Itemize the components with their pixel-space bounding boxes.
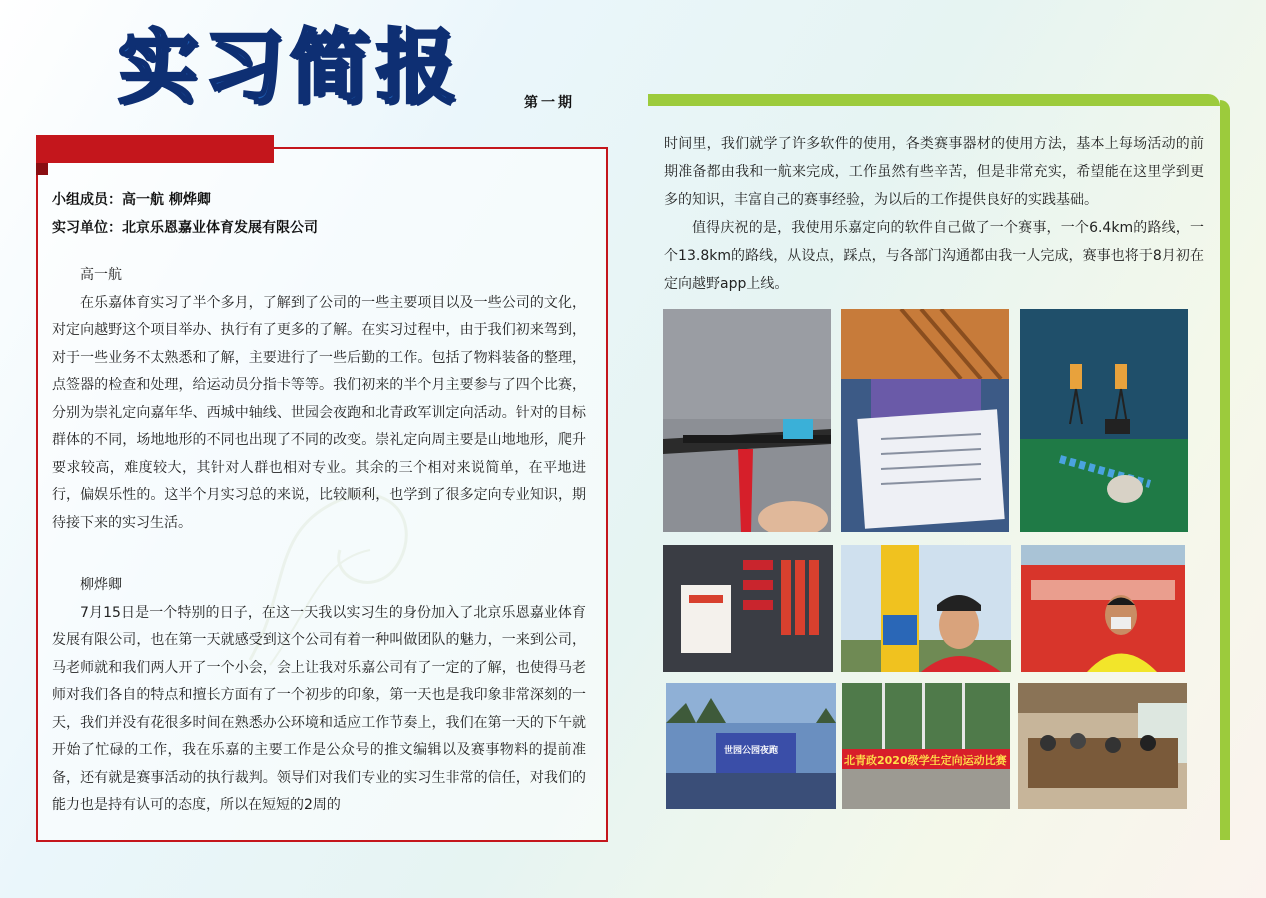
section-gao-yihang xyxy=(52,262,586,537)
section-author: 高一航 xyxy=(80,267,122,283)
photo-runner-mask xyxy=(1021,545,1185,672)
photo-runner-selfie xyxy=(841,545,1011,672)
green-frame-top xyxy=(648,94,1220,106)
photo-stage-gear xyxy=(1020,309,1188,532)
green-frame-right xyxy=(1220,100,1230,840)
members-label: 小组成员： xyxy=(52,192,122,208)
competition-banner-text: 北青政2020级学生定向运动比赛 xyxy=(844,754,1007,767)
photo-supplies xyxy=(663,545,833,672)
section-body: 在乐嘉体育实习了半个多月，了解到了公司的一些主要项目以及一些公司的文化，对定向越野这个项目举办、执行有了更多的了解。在实习过程中，由于我们初来驾到，对于一些业务不太熟悉和了解，主要进行了一些后勤的工作。包括了物料装备的整理，点签器的检查和处理，给运动员分指卡等等。我们初来的半个月主要参与了四个比赛，分别为崇礼定向嘉年华、西城中轴线、世园会夜跑和北青政军训定向活动。针对的目标群体的不同，场地地形的不同也出现了不同的改变。崇礼定向周主要是山地地形，爬升要求较高，难度较大，其针对人群也相对专业。其余的三个相对来说简单，在平地进行，偏娱乐性的。这半个月实习总的来说，比较顺利，也学到了很多定向专业知识，期待接下来的实习生活。 xyxy=(52,294,586,531)
photo-dining-hall xyxy=(1018,683,1187,809)
section-body: 7月15日是一个特别的日子，在这一天我以实习生的身份加入了北京乐恩嘉业体育发展有限公司，也在第一天就感受到这个公司有着一种叫做团队的魅力，一来到公司，马老师就和我们两人开了一个小会，会上让我对乐嘉公司有了一定的了解，也使得马老师对我们各自的特点和擅长方面有了一个初步的印象，第一天也是我印象非常深刻的一天，我们并没有花很多时间在熟悉办公环境和适应工作节奏上，我们在第一天的下午就开始了忙碌的工作，我在乐嘉的主要工作是公众号的推文编辑以及赛事物料的提前准备，还有就是赛事活动的执行裁判。领导们对我们专业的实习生非常的信任，对我们的能力也是持有认可的态度，所以在短短的2周的 xyxy=(52,604,586,813)
red-banner-fold xyxy=(36,163,48,175)
issue-number: 第一期 xyxy=(524,95,575,111)
stage-banner-text: 世园公园夜跑 xyxy=(724,746,779,756)
photo-event-table xyxy=(841,309,1009,532)
section-liu-yeqing xyxy=(52,572,586,820)
page-title: 实习简报 xyxy=(118,21,462,114)
photo-bicycle-road xyxy=(663,309,831,532)
photo-competition-banner xyxy=(842,683,1010,809)
unit-line xyxy=(52,214,318,242)
continued-paragraph: 时间里，我们就学了许多软件的使用，各类赛事器材的使用方法，基本上每场活动的前期准备都由我和一航来完成，工作虽然有些辛苦，但是非常充实，希望能在这里学到更多的知识，丰富自己的赛事经验，为以后的工作提供良好的实践基础。 xyxy=(664,136,1204,208)
unit-value: 北京乐恩嘉业体育发展有限公司 xyxy=(122,220,318,236)
right-column-text xyxy=(664,130,1204,298)
members-value: 高一航 柳烨卿 xyxy=(122,192,211,208)
members-line xyxy=(52,186,318,214)
report-meta xyxy=(52,186,318,242)
unit-label: 实习单位： xyxy=(52,220,122,236)
section-author: 柳烨卿 xyxy=(80,577,122,593)
red-banner-decoration xyxy=(36,135,274,163)
photo-night-stage xyxy=(666,683,836,809)
celebration-paragraph: 值得庆祝的是，我使用乐嘉定向的软件自己做了一个赛事，一个6.4km的路线，一个13.8km的路线，从设点，踩点，与各部门沟通都由我一人完成，赛事也将于8月初在定向越野app上线。 xyxy=(664,220,1204,292)
